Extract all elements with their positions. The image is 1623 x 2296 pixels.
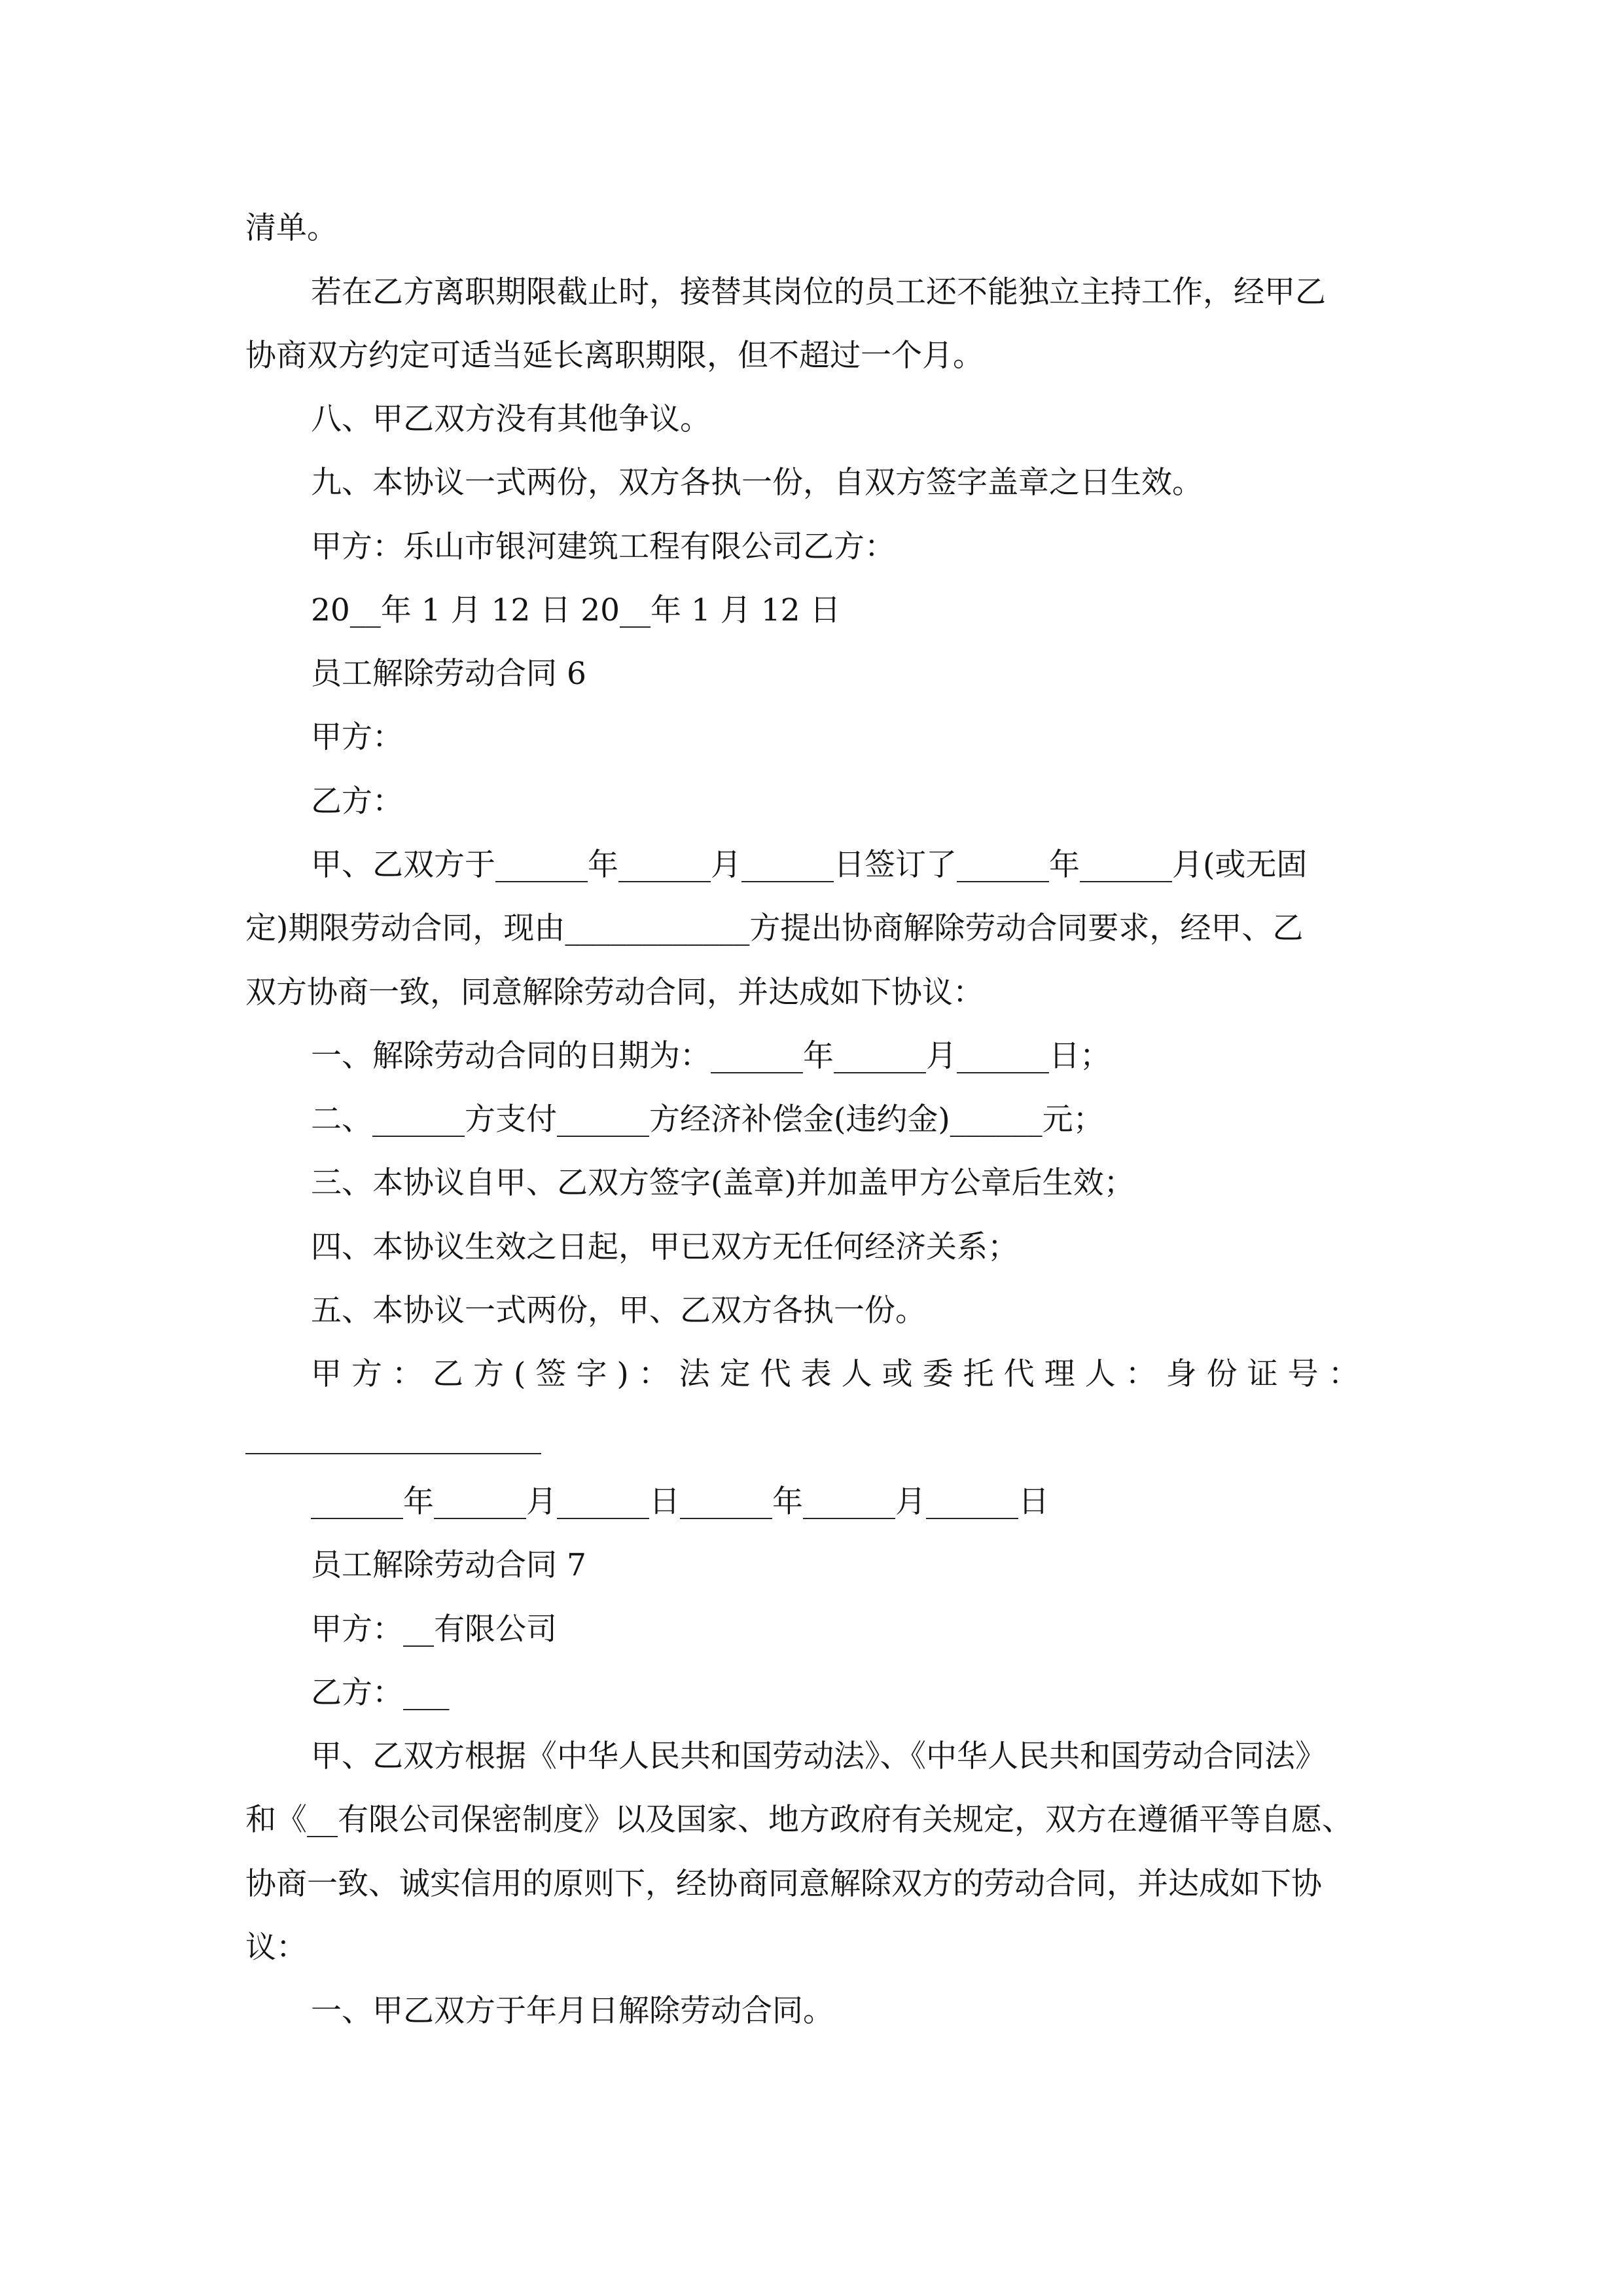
text-line-9: 甲方： (311, 719, 403, 755)
text-line-11: 甲、乙双方于______年______月______日签订了______年______月(或无固 (311, 847, 1308, 883)
section-title-7: 员工解除劳动合同 7 (311, 1547, 586, 1583)
text-line-27: 议： (245, 1929, 307, 1965)
text-line-12: 定)期限劳动合同，现由____________方提出协商解除劳动合同要求，经甲、乙 (245, 910, 1304, 946)
signature-line (245, 1453, 541, 1454)
text-line-5: 九、本协议一式两份，双方各执一份，自双方签字盖章之日生效。 (311, 465, 1203, 501)
text-line-7: 20__年 1 月 12 日 20__年 1 月 12 日 (311, 592, 841, 628)
text-line-6: 甲方：乐山市银河建筑工程有限公司乙方： (311, 529, 895, 565)
text-line-14: 一、解除劳动合同的日期为：______年______月______日； (311, 1038, 1111, 1074)
text-line-23: 乙方：___ (311, 1675, 450, 1711)
text-line-17: 四、本协议生效之日起，甲已双方无任何经济关系； (311, 1229, 1018, 1265)
text-line-16: 三、本协议自甲、乙双方签字(盖章)并加盖甲方公章后生效； (311, 1165, 1135, 1201)
text-line-15: 二、______方支付______方经济补偿金(违约金)______元； (311, 1102, 1104, 1138)
text-line-26: 协商一致、诚实信用的原则下，经协商同意解除双方的劳动合同，并达成如下协 (245, 1866, 1322, 1902)
text-line-4: 八、甲乙双方没有其他争议。 (311, 401, 711, 437)
text-line-18: 五、本协议一式两份，甲、乙双方各执一份。 (311, 1293, 926, 1329)
text-line-10: 乙方： (311, 783, 403, 819)
text-line-22: 甲方：__有限公司 (311, 1611, 557, 1647)
text-line-3: 协商双方约定可适当延长离职期限，但不超过一个月。 (245, 338, 984, 374)
text-line-1: 清单。 (245, 210, 338, 246)
text-line-28: 一、甲乙双方于年月日解除劳动合同。 (311, 1993, 834, 2029)
text-line-2: 若在乙方离职期限截止时，接替其岗位的员工还不能独立主持工作，经甲乙 (311, 274, 1326, 310)
text-line-25: 和《__有限公司保密制度》以及国家、地方政府有关规定，双方在遵循平等自愿、 (245, 1802, 1353, 1838)
text-line-13: 双方协商一致，同意解除劳动合同，并达成如下协议： (245, 975, 984, 1011)
signature-labels: 甲方：乙方(签字)：法定代表人或委托代理人：身份证号： (311, 1356, 1369, 1392)
text-line-24: 甲、乙双方根据《中华人民共和国劳动法》、《中华人民共和国劳动合同法》 (311, 1738, 1326, 1774)
section-title-6: 员工解除劳动合同 6 (311, 656, 586, 692)
date-blanks: ______年______月______日______年______月______日 (311, 1484, 1049, 1520)
